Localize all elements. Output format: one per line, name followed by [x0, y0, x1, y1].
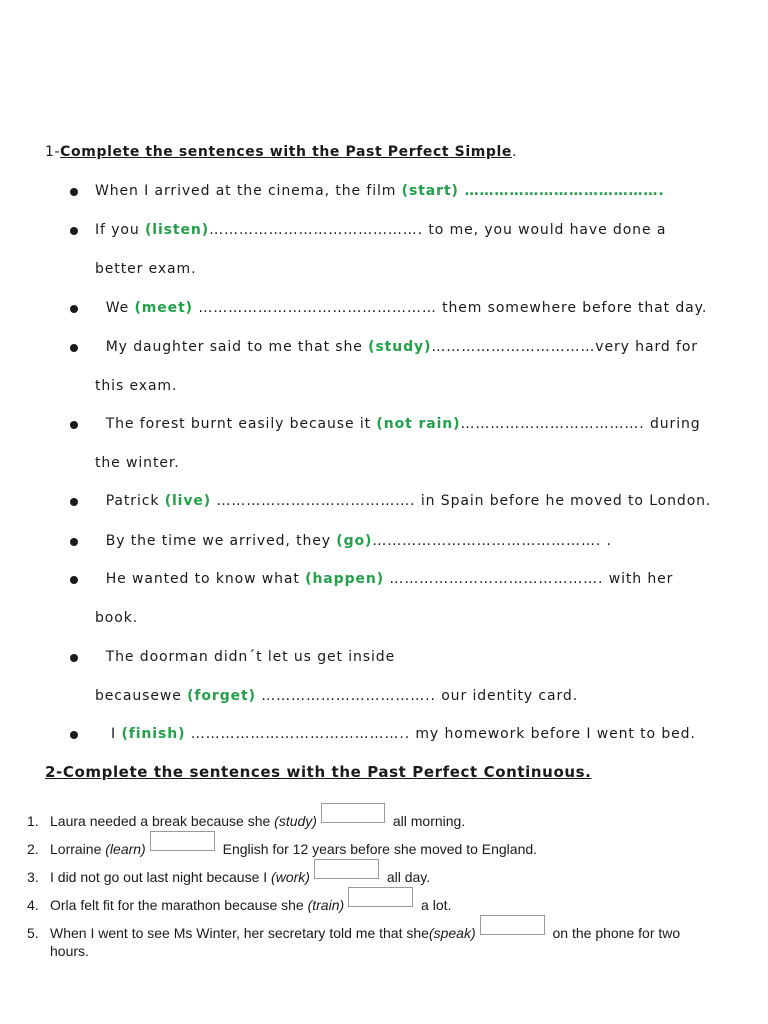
- section1-title-end: .: [512, 144, 518, 160]
- exercise2-item-4: [27, 887, 451, 913]
- exercise1-item-6: [95, 493, 711, 509]
- item-blank[interactable]: ………………………………….: [458, 183, 665, 199]
- item-text: If you: [95, 222, 145, 238]
- exercise1-item-1: [95, 183, 665, 199]
- item-text: them somewhere before that day.: [436, 300, 708, 316]
- item-text: all day.: [382, 869, 431, 885]
- item-text: English for 12 years before she moved to England.: [218, 841, 538, 857]
- bullet-icon: [70, 654, 78, 662]
- exercise1-item-5-cont: the winter.: [95, 455, 180, 471]
- section1-number: 1-: [45, 144, 61, 160]
- item-text: during: [644, 416, 701, 432]
- item-text: The forest burnt easily because it: [95, 416, 377, 432]
- item-verb: (listen): [144, 222, 210, 238]
- item-text: .: [601, 533, 612, 549]
- item-text: When I arrived at the cinema, the film: [95, 183, 402, 199]
- item-text: my homework before I went to bed.: [410, 726, 696, 742]
- item-text: to me, you would have done a: [423, 222, 667, 238]
- section2-title: 2-Complete the sentences with the Past Perfect Continuous.: [45, 763, 592, 781]
- exercise1-item-5: [95, 416, 701, 432]
- exercise1-item-2-cont: better exam.: [95, 261, 197, 277]
- exercise1-item-2: [95, 222, 666, 238]
- item-verb: (start): [401, 183, 459, 199]
- bullet-icon: [70, 227, 78, 235]
- exercise1-item-9: [95, 649, 395, 665]
- answer-input[interactable]: [480, 915, 545, 935]
- item-number: 3.: [27, 869, 39, 885]
- item-verb: (live): [164, 493, 212, 509]
- item-text: with her: [603, 571, 674, 587]
- bullet-icon: [70, 188, 78, 196]
- item-blank[interactable]: …………………………………….: [209, 222, 424, 238]
- item-text: I did not go out last night because I: [50, 869, 272, 885]
- item-text: Orla felt fit for the marathon because she: [50, 897, 308, 913]
- item-blank[interactable]: …………………………………………: [192, 300, 437, 316]
- item-verb: (happen): [305, 571, 385, 587]
- item-text: He wanted to know what: [95, 571, 306, 587]
- item-verb: (go): [336, 533, 373, 549]
- item-verb: (meet): [134, 300, 193, 316]
- item-text: When I went to see Ms Winter, her secretary told me that she: [50, 925, 429, 941]
- exercise1-item-8: [95, 571, 673, 587]
- item-verb: (train): [307, 897, 345, 913]
- bullet-icon: [70, 305, 78, 313]
- item-verb: (not rain): [376, 416, 461, 432]
- item-verb: (work): [271, 869, 310, 885]
- exercise1-item-9-cont: [95, 688, 578, 704]
- item-blank[interactable]: …………………………….: [255, 688, 431, 704]
- item-text: . our identity card.: [430, 688, 579, 704]
- item-blank[interactable]: ……………………………: [431, 339, 596, 355]
- answer-input[interactable]: [348, 887, 413, 907]
- item-number: 2.: [27, 841, 39, 857]
- item-blank[interactable]: ……………………………………..: [185, 726, 411, 742]
- item-verb: (finish): [121, 726, 186, 742]
- answer-input[interactable]: [314, 859, 379, 879]
- item-number: 5.: [27, 925, 39, 941]
- item-text: Laura needed a break because she: [50, 813, 275, 829]
- item-text: in Spain before he moved to London.: [415, 493, 712, 509]
- bullet-icon: [70, 538, 78, 546]
- answer-input[interactable]: [150, 831, 215, 851]
- item-verb: (study): [274, 813, 317, 829]
- item-blank[interactable]: ……………………………………….: [372, 533, 602, 549]
- item-number: 4.: [27, 897, 39, 913]
- item-text: I: [95, 726, 122, 742]
- item-text: becausewe: [95, 688, 188, 704]
- bullet-icon: [70, 344, 78, 352]
- bullet-icon: [70, 421, 78, 429]
- item-text: all morning.: [388, 813, 466, 829]
- bullet-icon: [70, 731, 78, 739]
- exercise2-item-3: [27, 859, 430, 885]
- item-text: Lorraine: [50, 841, 106, 857]
- item-text: By the time we arrived, they: [95, 533, 337, 549]
- item-blank[interactable]: ……………………………….: [460, 416, 645, 432]
- exercise2-item-5: [27, 915, 680, 941]
- item-text: We: [95, 300, 135, 316]
- exercise1-item-3: [95, 300, 707, 316]
- item-verb: (study): [368, 339, 432, 355]
- exercise2-item-5-cont: hours.: [50, 943, 89, 959]
- bullet-icon: [70, 576, 78, 584]
- item-text: Patrick: [95, 493, 165, 509]
- section1-title-text: Complete the sentences with the Past Perfect Simple: [60, 144, 513, 160]
- answer-input[interactable]: [321, 803, 385, 823]
- item-verb: (learn): [105, 841, 146, 857]
- bullet-icon: [70, 498, 78, 506]
- item-verb: (forget): [187, 688, 256, 704]
- item-text: on the phone for two: [548, 925, 681, 941]
- exercise1-item-10: [95, 726, 696, 742]
- exercise1-item-8-cont: book.: [95, 610, 139, 626]
- exercise1-item-4-cont: this exam.: [95, 378, 178, 394]
- item-blank[interactable]: ………………………………….: [211, 493, 416, 509]
- item-number: 1.: [27, 813, 39, 829]
- item-verb: (speak): [428, 925, 476, 941]
- item-text: The doorman didn´t let us get inside: [95, 649, 396, 665]
- item-text: a lot.: [417, 897, 452, 913]
- item-blank[interactable]: …………………………………….: [384, 571, 604, 587]
- exercise2-item-2: [27, 831, 537, 857]
- exercise1-item-4: [95, 339, 698, 355]
- exercise1-item-7: [95, 533, 612, 549]
- exercise2-item-1: [27, 803, 465, 829]
- section1-title: [45, 144, 517, 160]
- item-text: My daughter said to me that she: [95, 339, 369, 355]
- item-text: very hard for: [595, 339, 698, 355]
